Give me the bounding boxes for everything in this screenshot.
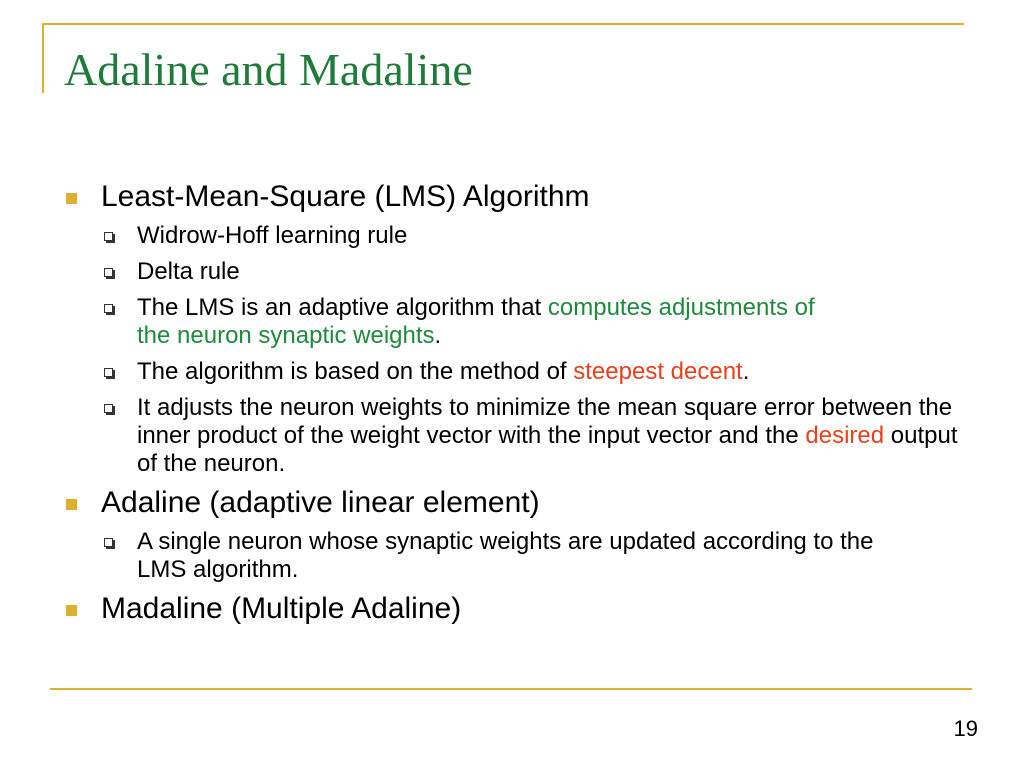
hollow-square-bullet-icon xyxy=(104,304,113,313)
sub-bullet-weight-adjustment xyxy=(0,394,967,478)
sub-bullet-text: Delta rule xyxy=(137,258,240,285)
sub-bullet-text: The LMS is an adaptive algorithm that xyxy=(137,294,548,321)
sub-bullet-steepest-decent xyxy=(0,358,967,386)
top-rule xyxy=(42,23,964,25)
square-bullet-icon xyxy=(66,605,77,616)
hollow-square-bullet-icon xyxy=(104,538,113,547)
sub-bullet-single-neuron xyxy=(0,528,897,584)
sub-bullet-text: output of the neuron. xyxy=(137,422,958,477)
bullet-adaline-text: Adaline (adaptive linear element) xyxy=(101,486,540,519)
hollow-square-bullet-icon xyxy=(104,268,113,277)
bullet-madaline-text: Madaline (Multiple Adaline) xyxy=(101,592,462,625)
highlight-green-text: computes adjustments of the neuron synaptic weights xyxy=(137,294,815,349)
hollow-square-bullet-icon xyxy=(104,368,113,377)
hollow-square-bullet-icon xyxy=(104,404,113,413)
hollow-square-bullet-icon xyxy=(104,232,113,241)
sub-bullet-text: A single neuron whose synaptic weights are updated according to the LMS algorithm. xyxy=(137,528,874,583)
sub-bullet-widrow-hoff xyxy=(0,222,967,250)
sub-bullet-text: The algorithm is based on the method of xyxy=(137,358,574,385)
left-rule xyxy=(42,23,44,93)
sub-bullet-text: Widrow-Hoff learning rule xyxy=(137,222,408,249)
bullet-adaline xyxy=(0,486,1024,520)
slide-title: Adaline and Madaline xyxy=(64,44,473,95)
highlight-red-text: steepest decent xyxy=(573,358,743,385)
square-bullet-icon xyxy=(66,499,77,510)
sub-bullet-text: . xyxy=(434,322,442,349)
sub-bullet-text: It adjusts the neuron weights to minimize the mean square error between the inner product of the weight vector with the input vector and the xyxy=(137,394,953,449)
bullet-madaline xyxy=(0,592,1024,626)
highlight-red-text: desired xyxy=(805,422,885,449)
slide-number: 19 xyxy=(953,716,978,741)
bullet-lms-text: Least-Mean-Square (LMS) Algorithm xyxy=(101,180,590,213)
slide-body xyxy=(0,180,1024,634)
square-bullet-icon xyxy=(66,193,77,204)
sub-bullet-adaptive-algorithm xyxy=(0,294,837,350)
bullet-lms xyxy=(0,180,1024,214)
bottom-rule xyxy=(50,688,972,690)
sub-bullet-delta-rule xyxy=(0,258,967,286)
sub-bullet-text: . xyxy=(742,358,750,385)
